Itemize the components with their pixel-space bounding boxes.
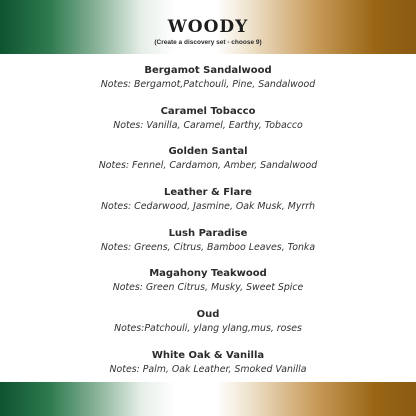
- fragrance-item: [0, 186, 416, 227]
- footer-gradient-band: [0, 382, 416, 416]
- fragrance-item: [0, 105, 416, 146]
- fragrance-notes: Notes: Greens, Citrus, Bamboo Leaves, Tonka: [100, 241, 316, 253]
- fragrance-name: Lush Paradise: [168, 227, 248, 239]
- fragrance-notes: Notes: Bergamot,Patchouli, Pine, Sandalwood: [100, 79, 316, 90]
- fragrance-notes: Notes: Fennel, Cardamon, Amber, Sandalwood: [98, 160, 318, 172]
- fragrance-notes: Notes:Patchouli, ylang ylang,mus, roses: [114, 323, 302, 335]
- fragrance-name: Bergamot Sandalwood: [144, 65, 272, 76]
- page-subtitle: (Create a discovery set - choose 9): [154, 39, 262, 46]
- fragrance-notes: Notes: Green Citrus, Musky, Sweet Spice: [112, 282, 304, 294]
- fragrance-notes: Notes: Vanilla, Caramel, Earthy, Tobacco: [113, 119, 303, 131]
- page-title: WOODY: [167, 17, 249, 37]
- fragrance-notes: Notes: Cedarwood, Jasmine, Oak Musk, Myrrh: [100, 201, 316, 213]
- fragrance-item: [0, 308, 416, 349]
- fragrance-item: [0, 145, 416, 186]
- fragrance-name: Leather & Flare: [164, 187, 252, 199]
- fragrance-name: Caramel Tobacco: [160, 105, 256, 117]
- fragrance-name: White Oak & Vanilla: [151, 349, 265, 361]
- fragrance-item: [0, 267, 416, 308]
- page-header: [0, 0, 416, 54]
- fragrance-notes: Notes: Palm, Oak Leather, Smoked Vanilla: [109, 363, 307, 375]
- fragrance-list: [0, 64, 416, 390]
- fragrance-name: Golden Santal: [168, 146, 248, 158]
- fragrance-item: [0, 227, 416, 268]
- fragrance-name: Magahony Teakwood: [149, 268, 267, 280]
- fragrance-item: [0, 64, 416, 105]
- fragrance-name: Oud: [196, 309, 220, 321]
